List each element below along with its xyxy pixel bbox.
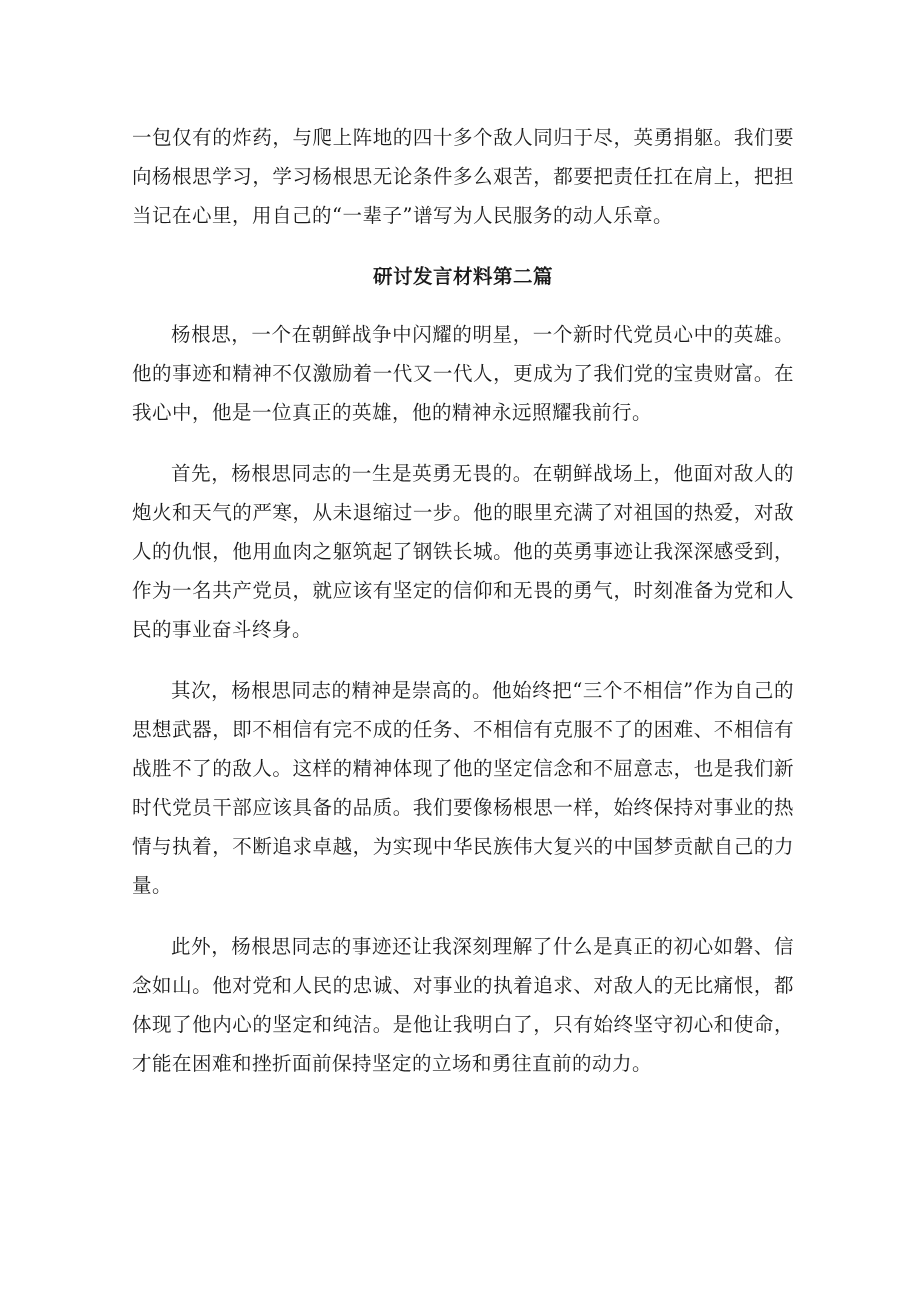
paragraph-first: 首先，杨根思同志的一生是英勇无畏的。在朝鲜战场上，他面对敌人的炮火和天气的严寒，从未退缩过一步。他的眼里充满了对祖国的热爱，对敌人的仇恨，他用血肉之躯筑起了钢铁长城。他的英勇事迹让我深深感受到，作为一名共产党员，就应该有坚定的信仰和无畏的勇气，时刻准备为党和人民的事业奋斗终身。: [132, 462, 794, 641]
section-heading: 研讨发言材料第二篇: [372, 265, 553, 288]
paragraph-third: 此外，杨根思同志的事迹还让我深刻理解了什么是真正的初心如磐、信念如山。他对党和人民的忠诚、对事业的执着追求、对敌人的无比痛恨，都体现了他内心的坚定和纯洁。是他让我明白了，只有始终坚守初心和使命，才能在困难和挫折面前保持坚定的立场和勇往直前的动力。: [132, 935, 794, 1075]
document-body: [132, 118, 794, 1083]
paragraph-second: 其次，杨根思同志的精神是崇高的。他始终把“三个不相信”作为自己的思想武器，即不相信有完不成的任务、不相信有克服不了的困难、不相信有战胜不了的敌人。这样的精神体现了他的坚定信念和不屈意志，也是我们新时代党员干部应该具备的品质。我们要像杨根思一样，始终保持对事业的热情与执着，不断追求卓越，为实现中华民族伟大复兴的中国梦贡献自己的力量。: [132, 679, 794, 897]
paragraph-intro: 杨根思，一个在朝鲜战争中闪耀的明星，一个新时代党员心中的英雄。他的事迹和精神不仅激励着一代又一代人，更成为了我们党的宝贵财富。在我心中，他是一位真正的英雄，他的精神永远照耀我前行。: [132, 323, 794, 424]
paragraph-continued: 一包仅有的炸药，与爬上阵地的四十多个敌人同归于尽，英勇捐躯。我们要向杨根思学习，学习杨根思无论条件多么艰苦，都要把责任扛在肩上，把担当记在心里，用自己的“一辈子”谱写为人民服务的动人乐章。: [132, 126, 794, 227]
